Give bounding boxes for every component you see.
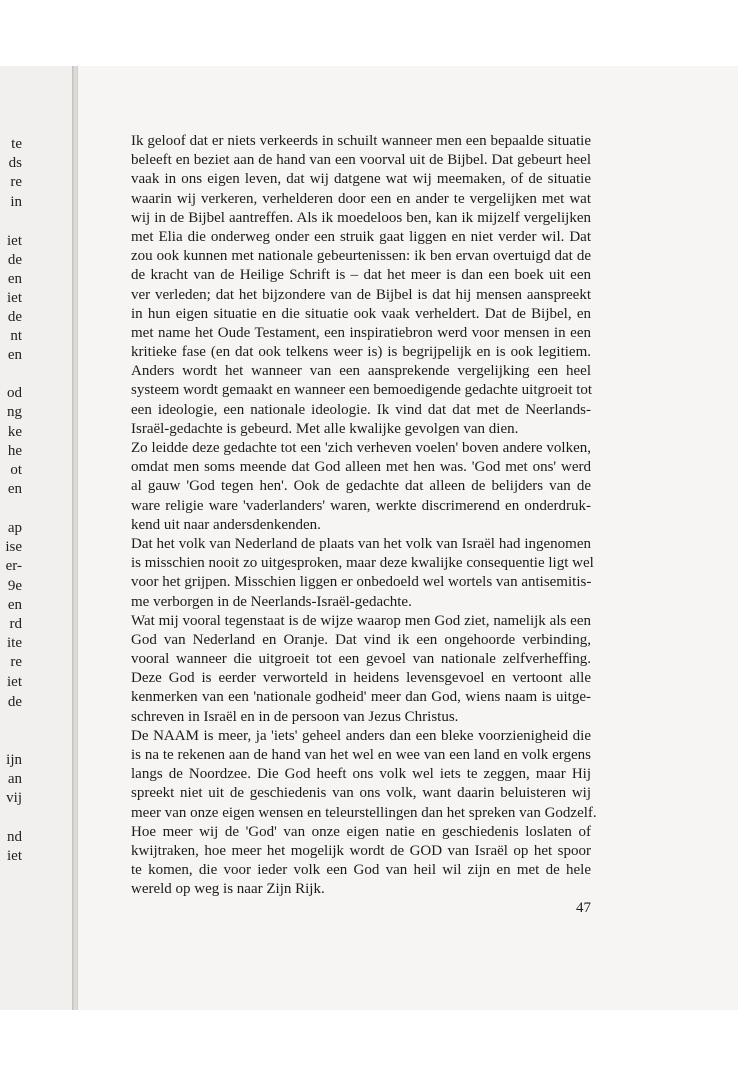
text-line: Anders wordt het wanneer van een aansprekende vergelijking een heel bbox=[131, 363, 591, 380]
text-line: spreekt niet uit de geschiedenis van ons volk, want daarin beluisteren wij bbox=[131, 785, 591, 802]
left-page-fragment: iet bbox=[7, 233, 22, 249]
paragraph bbox=[131, 535, 594, 612]
scan-margin bbox=[0, 0, 738, 66]
left-page-fragment: he bbox=[7, 443, 22, 459]
text-line: een ideologie, een nationale ideologie. Ik vind dat dat met de Neerlands- bbox=[131, 401, 591, 418]
left-page-fragment: en bbox=[7, 271, 22, 287]
text-line: beleeft en beziet aan de hand van een voorval uit de Bijbel. Dat gebeurt heel bbox=[131, 152, 591, 169]
text-line: in hun eigen situatie en die situatie ook vaak verheldert. Dat de Bijbel, en bbox=[131, 305, 591, 322]
left-page-fragment: vij bbox=[6, 790, 22, 806]
text-line: God van Nederland en Oranje. Dat vind ik een ongehoorde verbinding, bbox=[131, 631, 591, 648]
left-page-fragment: ot bbox=[10, 462, 22, 478]
text-line: te komen, die voor ieder volk een God van heil wil zijn en met de hele bbox=[131, 862, 591, 879]
text-line: me verborgen in de Neerlands-Israël-gedachte. bbox=[131, 593, 412, 610]
text-line: Zo leidde deze gedachte tot een 'zich verheven voelen' boven andere volken, bbox=[131, 440, 591, 456]
text-line: Ik geloof dat er niets verkeerds in schuilt wanneer men een bepaalde situatie bbox=[131, 133, 591, 149]
text-line: voor het grijpen. Misschien liggen er onbedoeld wel wortels van antisemitis- bbox=[131, 574, 592, 591]
text-line: met Elia die onderweg onder een struik gaat liggen en niet verder wil. Dat bbox=[131, 228, 591, 245]
left-page-fragment: ise bbox=[5, 539, 22, 555]
text-line: kenmerken van een 'nationale godheid' meer dan God, wiens naam is uitge- bbox=[131, 689, 591, 706]
left-page-fragment: er- bbox=[5, 558, 22, 574]
left-page-fragment: ke bbox=[7, 424, 22, 440]
text-line: is misschien nooit zo uitgesproken, maar deze kwalijke consequentie ligt wel bbox=[131, 555, 594, 572]
text-line: Dat het volk van Nederland de plaats van het volk van Israël had ingenomen bbox=[131, 535, 591, 552]
text-line: kend uit naar andersdenkenden. bbox=[131, 516, 321, 533]
text-line: Hoe meer wij de 'God' van onze eigen natie en geschiedenis loslaten of bbox=[131, 823, 591, 840]
left-page-fragment: iet bbox=[7, 848, 22, 864]
text-line: vaak in ons eigen leven, dat wij datgene wat wij meemaken, of de situatie bbox=[131, 171, 591, 188]
left-page-fragment: en bbox=[7, 347, 22, 363]
left-page-fragment: nt bbox=[10, 328, 22, 344]
left-page-fragment: de bbox=[7, 252, 22, 268]
text-line: kritieke fase (en dat ook telkens weer is) is begrijpelijk en is ook legitiem. bbox=[131, 344, 591, 361]
paragraph bbox=[131, 727, 597, 900]
paragraph bbox=[131, 132, 591, 439]
left-page-fragment: de bbox=[7, 694, 22, 710]
left-page-fragment: nd bbox=[7, 829, 22, 845]
left-page-fragment: od bbox=[7, 385, 22, 401]
left-page-fragment: en bbox=[7, 597, 22, 613]
left-page-fragment: re bbox=[10, 174, 22, 190]
left-page-fragment: re bbox=[10, 654, 22, 670]
left-page-fragment: te bbox=[11, 136, 22, 152]
text-line: zou ook kunnen met nationale gebeurtenissen: ik ben ervan overtuigd dat de bbox=[131, 248, 591, 265]
text-line: met name het Oude Testament, een inspiratiebron werd voor mensen in een bbox=[131, 324, 591, 341]
left-page-fragment: rd bbox=[9, 616, 22, 632]
text-line: kwijtraken, hoe meer het mogelijk wordt de GOD van Israël op het spoor bbox=[131, 842, 591, 859]
text-line: systeem wordt gemaakt en wanneer een bemoedigende gedachte uitgroeit tot bbox=[131, 382, 593, 399]
text-line: schreven in Israël en in de persoon van Jezus Christus. bbox=[131, 708, 459, 725]
text-line: wij in de Bijbel aantreffen. Als ik moedeloos ben, kan ik mijzelf vergelijken bbox=[131, 209, 591, 226]
text-line: omdat men soms meende dat God alleen met hen was. 'God met ons' werd bbox=[131, 459, 591, 476]
left-page-fragment: ds bbox=[8, 155, 22, 171]
text-line: al gauw 'God tegen hen'. Ook de gedachte dat alleen de belijders van de bbox=[131, 478, 591, 495]
text-line: vooral wanneer die uitgroeit tot een gevoel van nationale zelfverheffing. bbox=[131, 651, 591, 668]
text-line: Wat mij vooral tegenstaat is de wijze waarop men God ziet, namelijk als een bbox=[131, 612, 591, 629]
text-line: Deze God is eerder verworteld in heidens levensgevoel en vertoont alle bbox=[131, 670, 591, 687]
text-line: meer van onze eigen wensen en teleurstellingen dan het spreken van Godzelf. bbox=[131, 804, 597, 821]
left-page-fragment: de bbox=[7, 309, 22, 325]
text-line: waarin wij verkeren, verhelderen door een en ander te vergelijken met wat bbox=[131, 190, 591, 207]
left-page-fragment: 9e bbox=[7, 578, 22, 594]
left-page-fragment: an bbox=[7, 771, 22, 787]
page-number: 47 bbox=[576, 900, 591, 916]
paragraph bbox=[131, 439, 591, 535]
text-line: ver verleden; dat het bijzondere van de Bijbel is dat hij mensen aanspreekt bbox=[131, 286, 591, 303]
text-line: is na te rekenen aan de hand van het wel en wee van een land en volk ergens bbox=[131, 747, 591, 763]
text-line: ware religie ware 'vaderlanders' waren, werkte discrimerend en onderdruk- bbox=[131, 497, 591, 514]
text-line: Israël-gedachte is gebeurd. Met alle kwalijke gevolgen van dien. bbox=[131, 420, 519, 437]
left-page-fragment: ng bbox=[7, 404, 22, 420]
left-page-fragment: ite bbox=[7, 635, 22, 651]
left-page-fragment: iet bbox=[7, 674, 22, 690]
left-page-fragment: in bbox=[10, 194, 22, 210]
text-line: de kracht van de Heilige Schrift is – dat het meer is dan een boek uit een bbox=[131, 267, 591, 284]
text-line: langs de Noordzee. Die God heeft ons volk wel iets te zeggen, maar Hij bbox=[131, 766, 591, 783]
text-line: De NAAM is meer, ja 'iets' geheel anders dan een bleke voorzienigheid die bbox=[131, 727, 591, 744]
left-page-fragment: ap bbox=[7, 520, 22, 536]
left-page-fragment: iet bbox=[7, 290, 22, 306]
body-text bbox=[131, 132, 597, 900]
left-page-edge bbox=[0, 66, 74, 1010]
left-page-fragment: en bbox=[7, 481, 22, 497]
text-line: wereld op weg is naar Zijn Rijk. bbox=[131, 881, 325, 898]
paragraph bbox=[131, 612, 591, 727]
left-page-fragment: ijn bbox=[6, 752, 22, 768]
